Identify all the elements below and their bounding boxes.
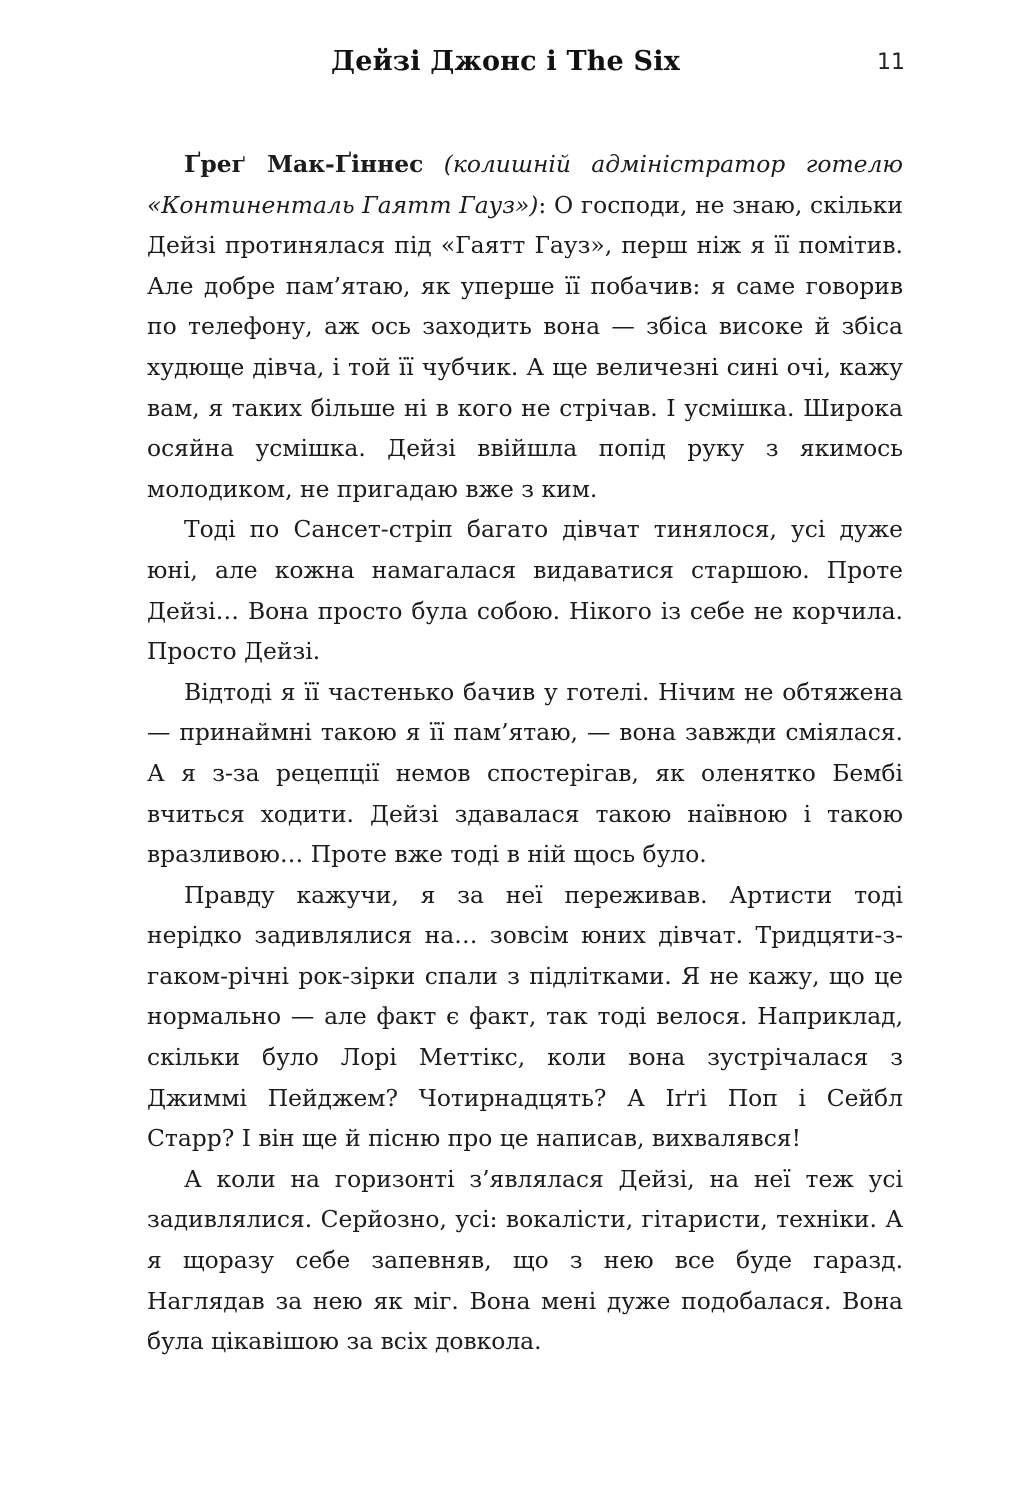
- paragraph-4: Правду кажучи, я за неї переживав. Артисти тоді нерідко задивлялися на… зовсім юних дівчат. Тридцяти-з-гаком-річні рок-зірки спали з підлітками. Я не кажу, що це нормально — але факт є факт, так тоді велося. Наприклад, скільки було Лорі Меттікс, коли вона зустрічалася з Джиммі Пейджем? Чотирнадцять? А Іґґі Поп і Сейбл Старр? І він ще й пісню про це написав, вихвалявся!: [147, 880, 903, 1153]
- paragraph-1: [147, 144, 903, 509]
- speaker-name: Ґреґ Мак-Ґіннес: [184, 150, 424, 178]
- paragraph-5: А коли на горизонті з’являлася Дейзі, на неї теж усі задивлялися. Серйозно, усі: вокалісти, гітаристи, техніки. А я щоразу себе запевняв, що з нею все буде гаразд. Наглядав за нею як міг. Вона мені дуже подобалася. Вона була цікавішою за всіх довкола.: [147, 1164, 903, 1356]
- body-text: [147, 144, 903, 1362]
- page-number: 11: [877, 50, 905, 75]
- book-title: Дейзі Джонс і The Six: [331, 46, 680, 77]
- running-header: [0, 46, 1011, 90]
- paragraph-3: Відтоді я її частенько бачив у готелі. Нічим не обтяжена — принаймні такою я її пам’ятаю, — вона завжди сміялася. А я з-за рецепції немов спостерігав, як оленятко Бембі вчиться ходити. Дейзі здавалася такою наївною і такою вразливою… Проте вже тоді в ній щось було.: [147, 677, 903, 869]
- speaker-role: (колишній адміністратор готелю «Континенталь Гаятт Гауз»): [147, 150, 904, 219]
- paragraph-2: Тоді по Сансет-стріп багато дівчат тинялося, усі дуже юні, але кожна намагалася видаватися старшою. Проте Дейзі… Вона просто була собою. Нікого із себе не корчила. Просто Дейзі.: [147, 515, 903, 666]
- paragraph-1-text: : О господи, не знаю, скільки Дейзі протинялася під «Гаятт Гауз», перш ніж я її помітив. Але добре пам’ятаю, як уперше її побачив: я саме говорив по телефону, аж ось заходить вона — збіса високе й збіса худюще дівча, і той її чубчик. А ще величезні сині очі, кажу вам, я таких більше ні в кого не стрічав. І усмішка. Широка осяйна усмішка. Дейзі ввійшла попід руку з якимось молодиком, не пригадаю вже з ким.: [147, 190, 903, 503]
